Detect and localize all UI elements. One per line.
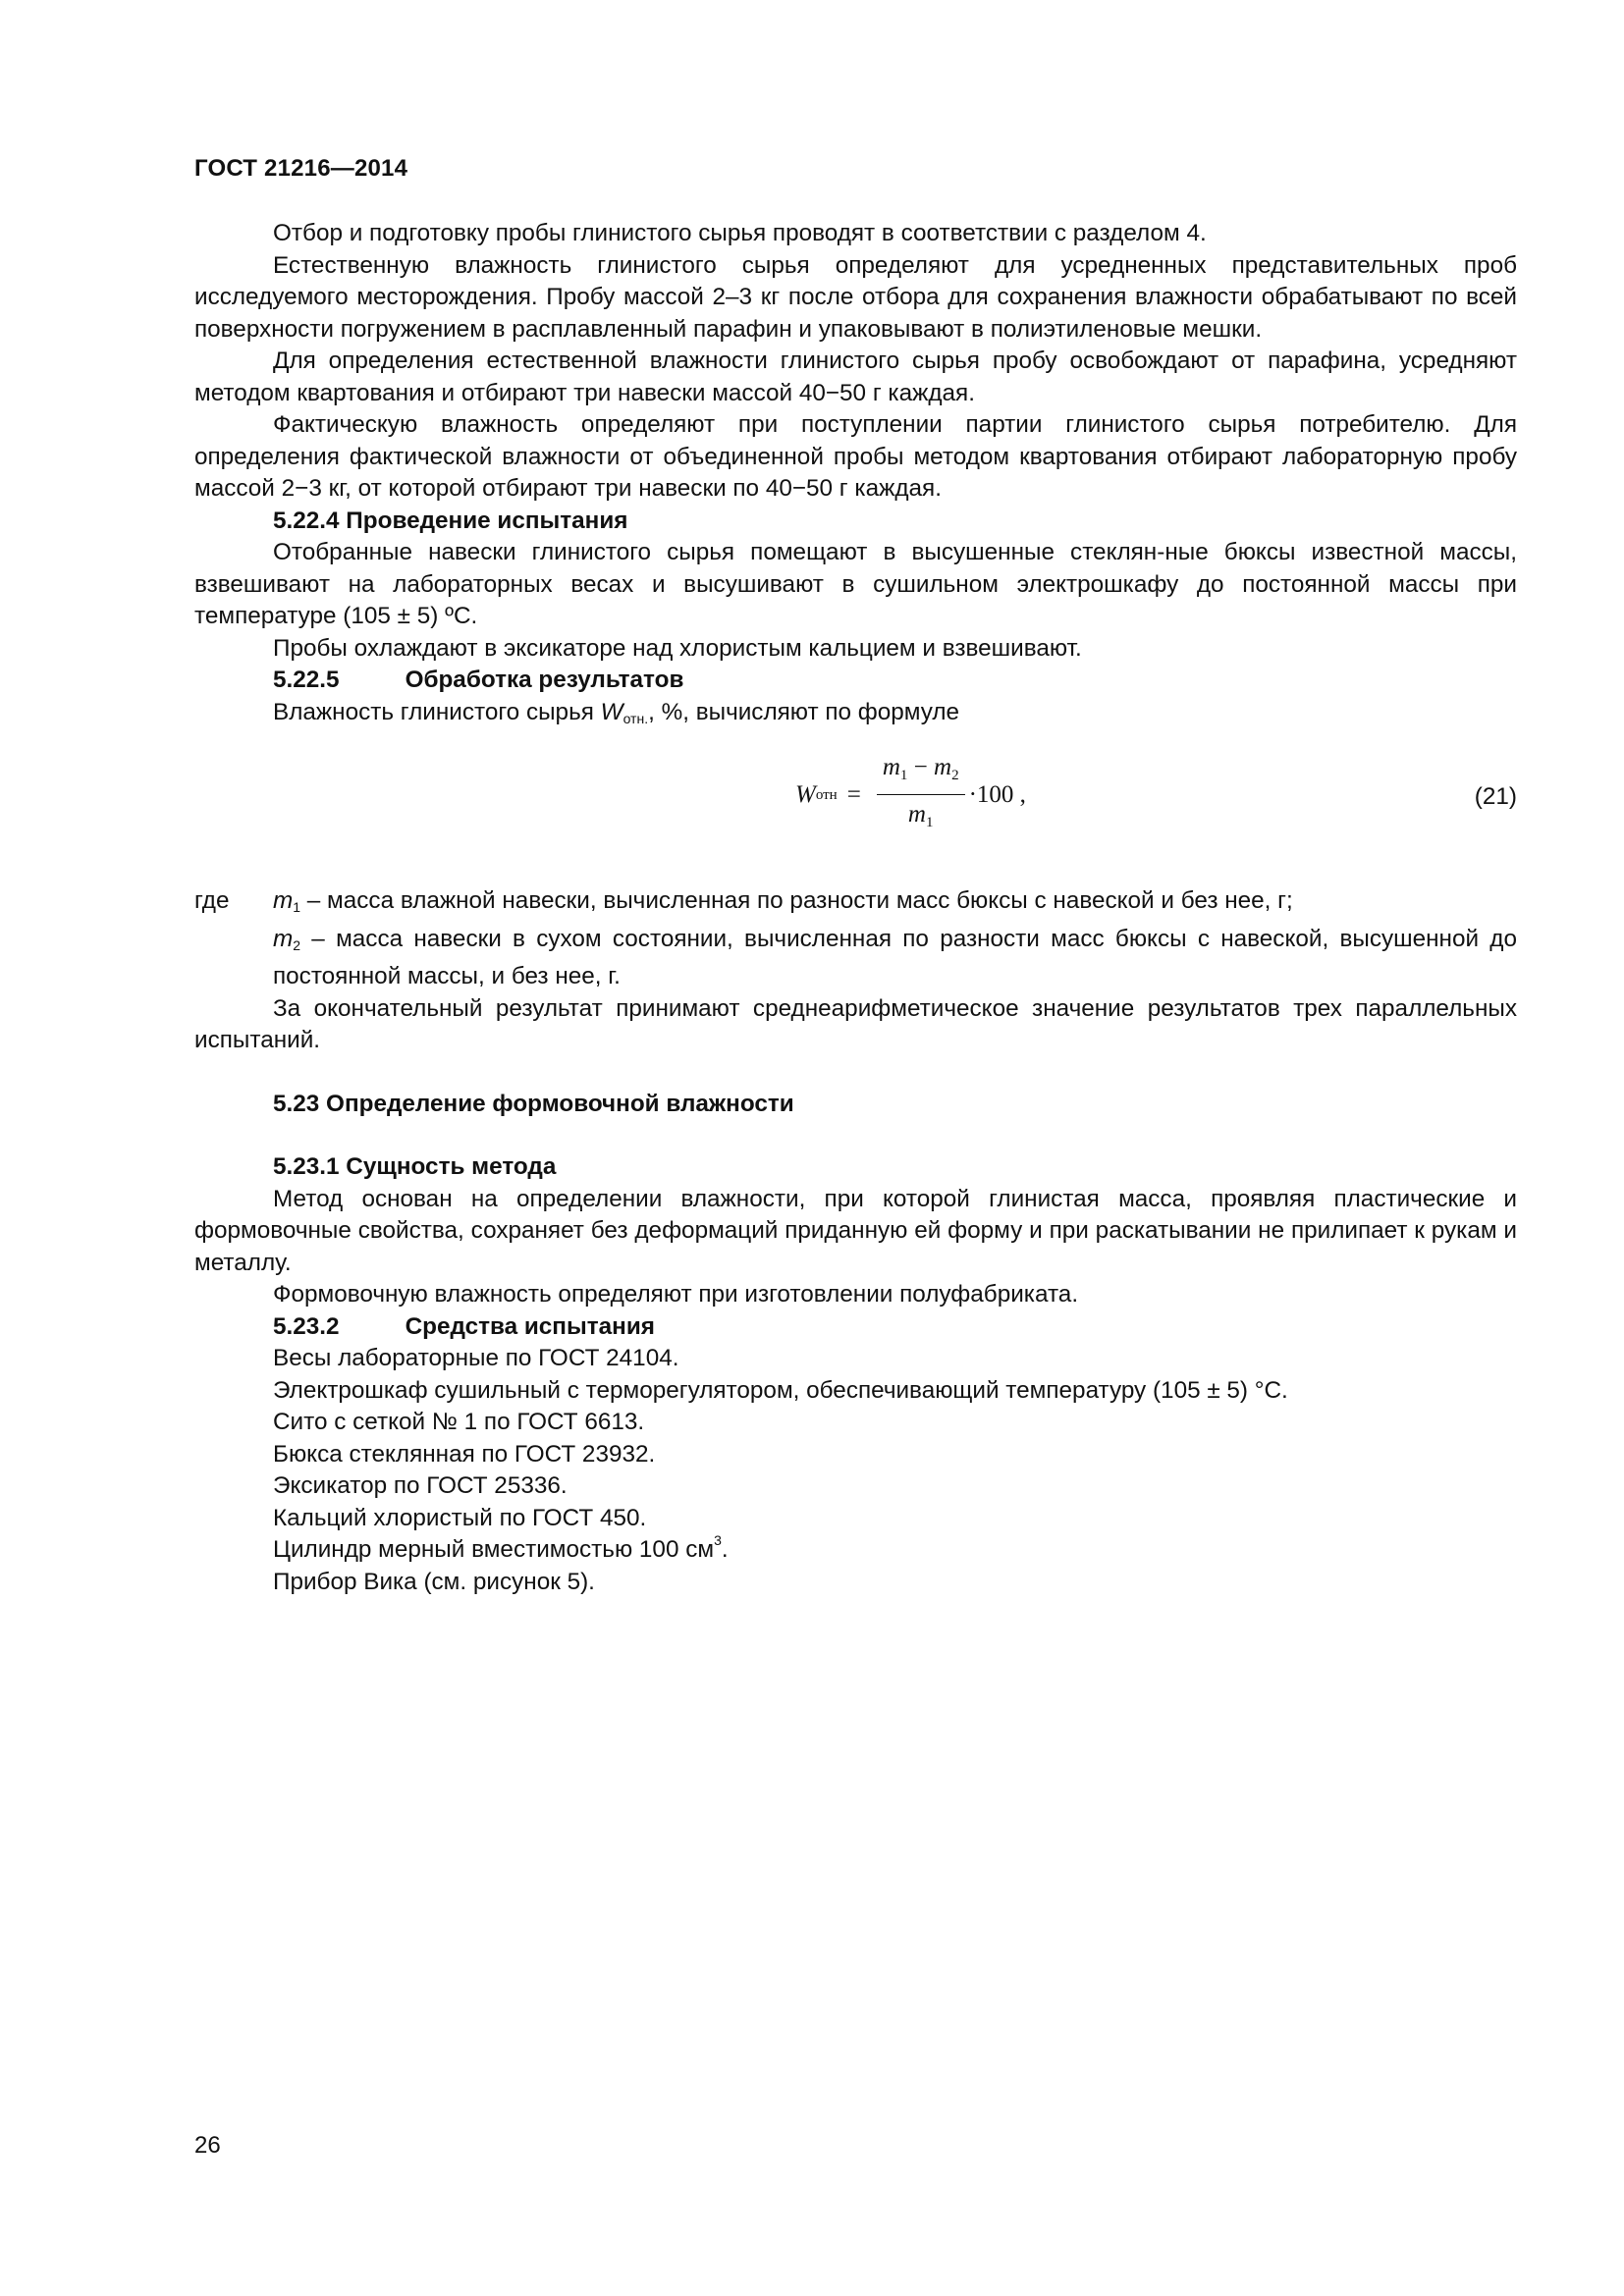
section-heading-5-23-1: 5.23.1 Сущность метода <box>273 1153 557 1180</box>
document-header: ГОСТ 21216—2014 <box>194 155 408 182</box>
list-item: Сито с сеткой № 1 по ГОСТ 6613. <box>273 1409 645 1435</box>
page-number: 26 <box>194 2132 221 2159</box>
legend-label: где <box>194 887 230 914</box>
formula-fraction <box>877 752 965 838</box>
list-item: Бюкса стеклянная по ГОСТ 23932. <box>273 1440 656 1468</box>
list-item: Кальций хлористый по ГОСТ 450. <box>273 1504 647 1531</box>
formula-legend <box>194 885 1517 993</box>
legend-m1: m1 – масса влажной навески, вычисленная по разности масс бюксы с навеской и без нее, г; <box>273 887 1293 915</box>
fraction-denominator: $m_1$ <box>907 800 934 830</box>
section-heading-5-23: 5.23 Определение формовочной влажности <box>273 1090 794 1117</box>
paragraph: Пробы охлаждают в эксикаторе над хлористым кальцием и взвешивают. <box>273 634 1082 662</box>
paragraph: Метод основан на определении влажности, при которой глинистая масса, проявляя пластические и формовочные свойства, сохраняет без деформаций приданную ей форму и при раскатывании не прилипает к рукам и металлу. <box>194 1185 1517 1276</box>
list-item: Весы лабораторные по ГОСТ 24104. <box>273 1345 679 1371</box>
legend-m2: m2 – масса навески в сухом состоянии, вычисленная по разности масс бюксы с навеской, высушенной до постоянной массы, и без нее, г. <box>273 925 1517 989</box>
formula-21 <box>194 754 1517 866</box>
formula-body: W отн = $\frac{m_1 - m_2}{m_1}$ ·100 , <box>795 760 1026 830</box>
paragraph: Отобранные навески глинистого сырья помещают в высушенные стеклян-ные бюксы известной массы, взвешивают на лабораторных весах и высушивают в сушильном электрошкафу до постоянной массы при температуре (105 ± 5) ºС. <box>194 539 1517 629</box>
section-number: 5.23.2 <box>273 1312 340 1340</box>
paragraph: Для определения естественной влажности глинистого сырья пробу освобождают от парафина, усредняют методом квартования и отбирают три навески массой 40−50 г каждая. <box>194 347 1517 406</box>
equipment-list <box>194 1343 1517 1598</box>
formula-number: (21) <box>1474 783 1517 810</box>
section-title: Средства испытания <box>405 1312 655 1340</box>
section-number: 5.22.5 <box>273 667 340 693</box>
section-title: Обработка результатов <box>405 667 684 693</box>
list-item: Эксикатор по ГОСТ 25336. <box>273 1472 568 1499</box>
list-item: Электрошкаф сушильный с терморегулятором, обеспечивающий температуру (105 ± 5) °С. <box>273 1376 1288 1404</box>
paragraph: Естественную влажность глинистого сырья определяют для усредненных представительных проб исследуемого месторождения. Пробу массой 2–3 кг после отбора для сохранения влажности обрабатывают по всей поверхности погружением в расплавленный парафин и упаковывают в полиэтиленовые мешки. <box>194 251 1517 343</box>
paragraph: Формовочную влажность определяют при изготовлении полуфабриката. <box>273 1281 1079 1308</box>
list-item: Прибор Вика (см. рисунок 5). <box>273 1568 595 1595</box>
page-content <box>194 218 1517 1598</box>
paragraph: Фактическую влажность определяют при поступлении партии глинистого сырья потребителю. Для определения фактической влажности от объединенной пробы методом квартования отбирают лабораторную пробу массой 2−3 кг, от которой отбирают три навески по 40−50 г каждая. <box>194 411 1517 502</box>
section-heading-5-23-2 <box>194 1311 1517 1344</box>
formula-intro: Влажность глинистого сырья Wотн., %, вычисляют по формуле <box>273 698 960 726</box>
paragraph: Отбор и подготовку пробы глинистого сырья проводят в соответствии с разделом 4. <box>273 220 1207 246</box>
section-heading-5-22-5 <box>194 665 1517 697</box>
list-item: Цилиндр мерный вместимостью 100 $см^3$. <box>273 1532 729 1563</box>
paragraph: За окончательный результат принимают среднеарифметическое значение результатов трех параллельных испытаний. <box>194 994 1517 1053</box>
section-heading-5-22-4: 5.22.4 Проведение испытания <box>273 507 628 534</box>
fraction-numerator: $m_1 - m_2$ <box>877 752 965 795</box>
